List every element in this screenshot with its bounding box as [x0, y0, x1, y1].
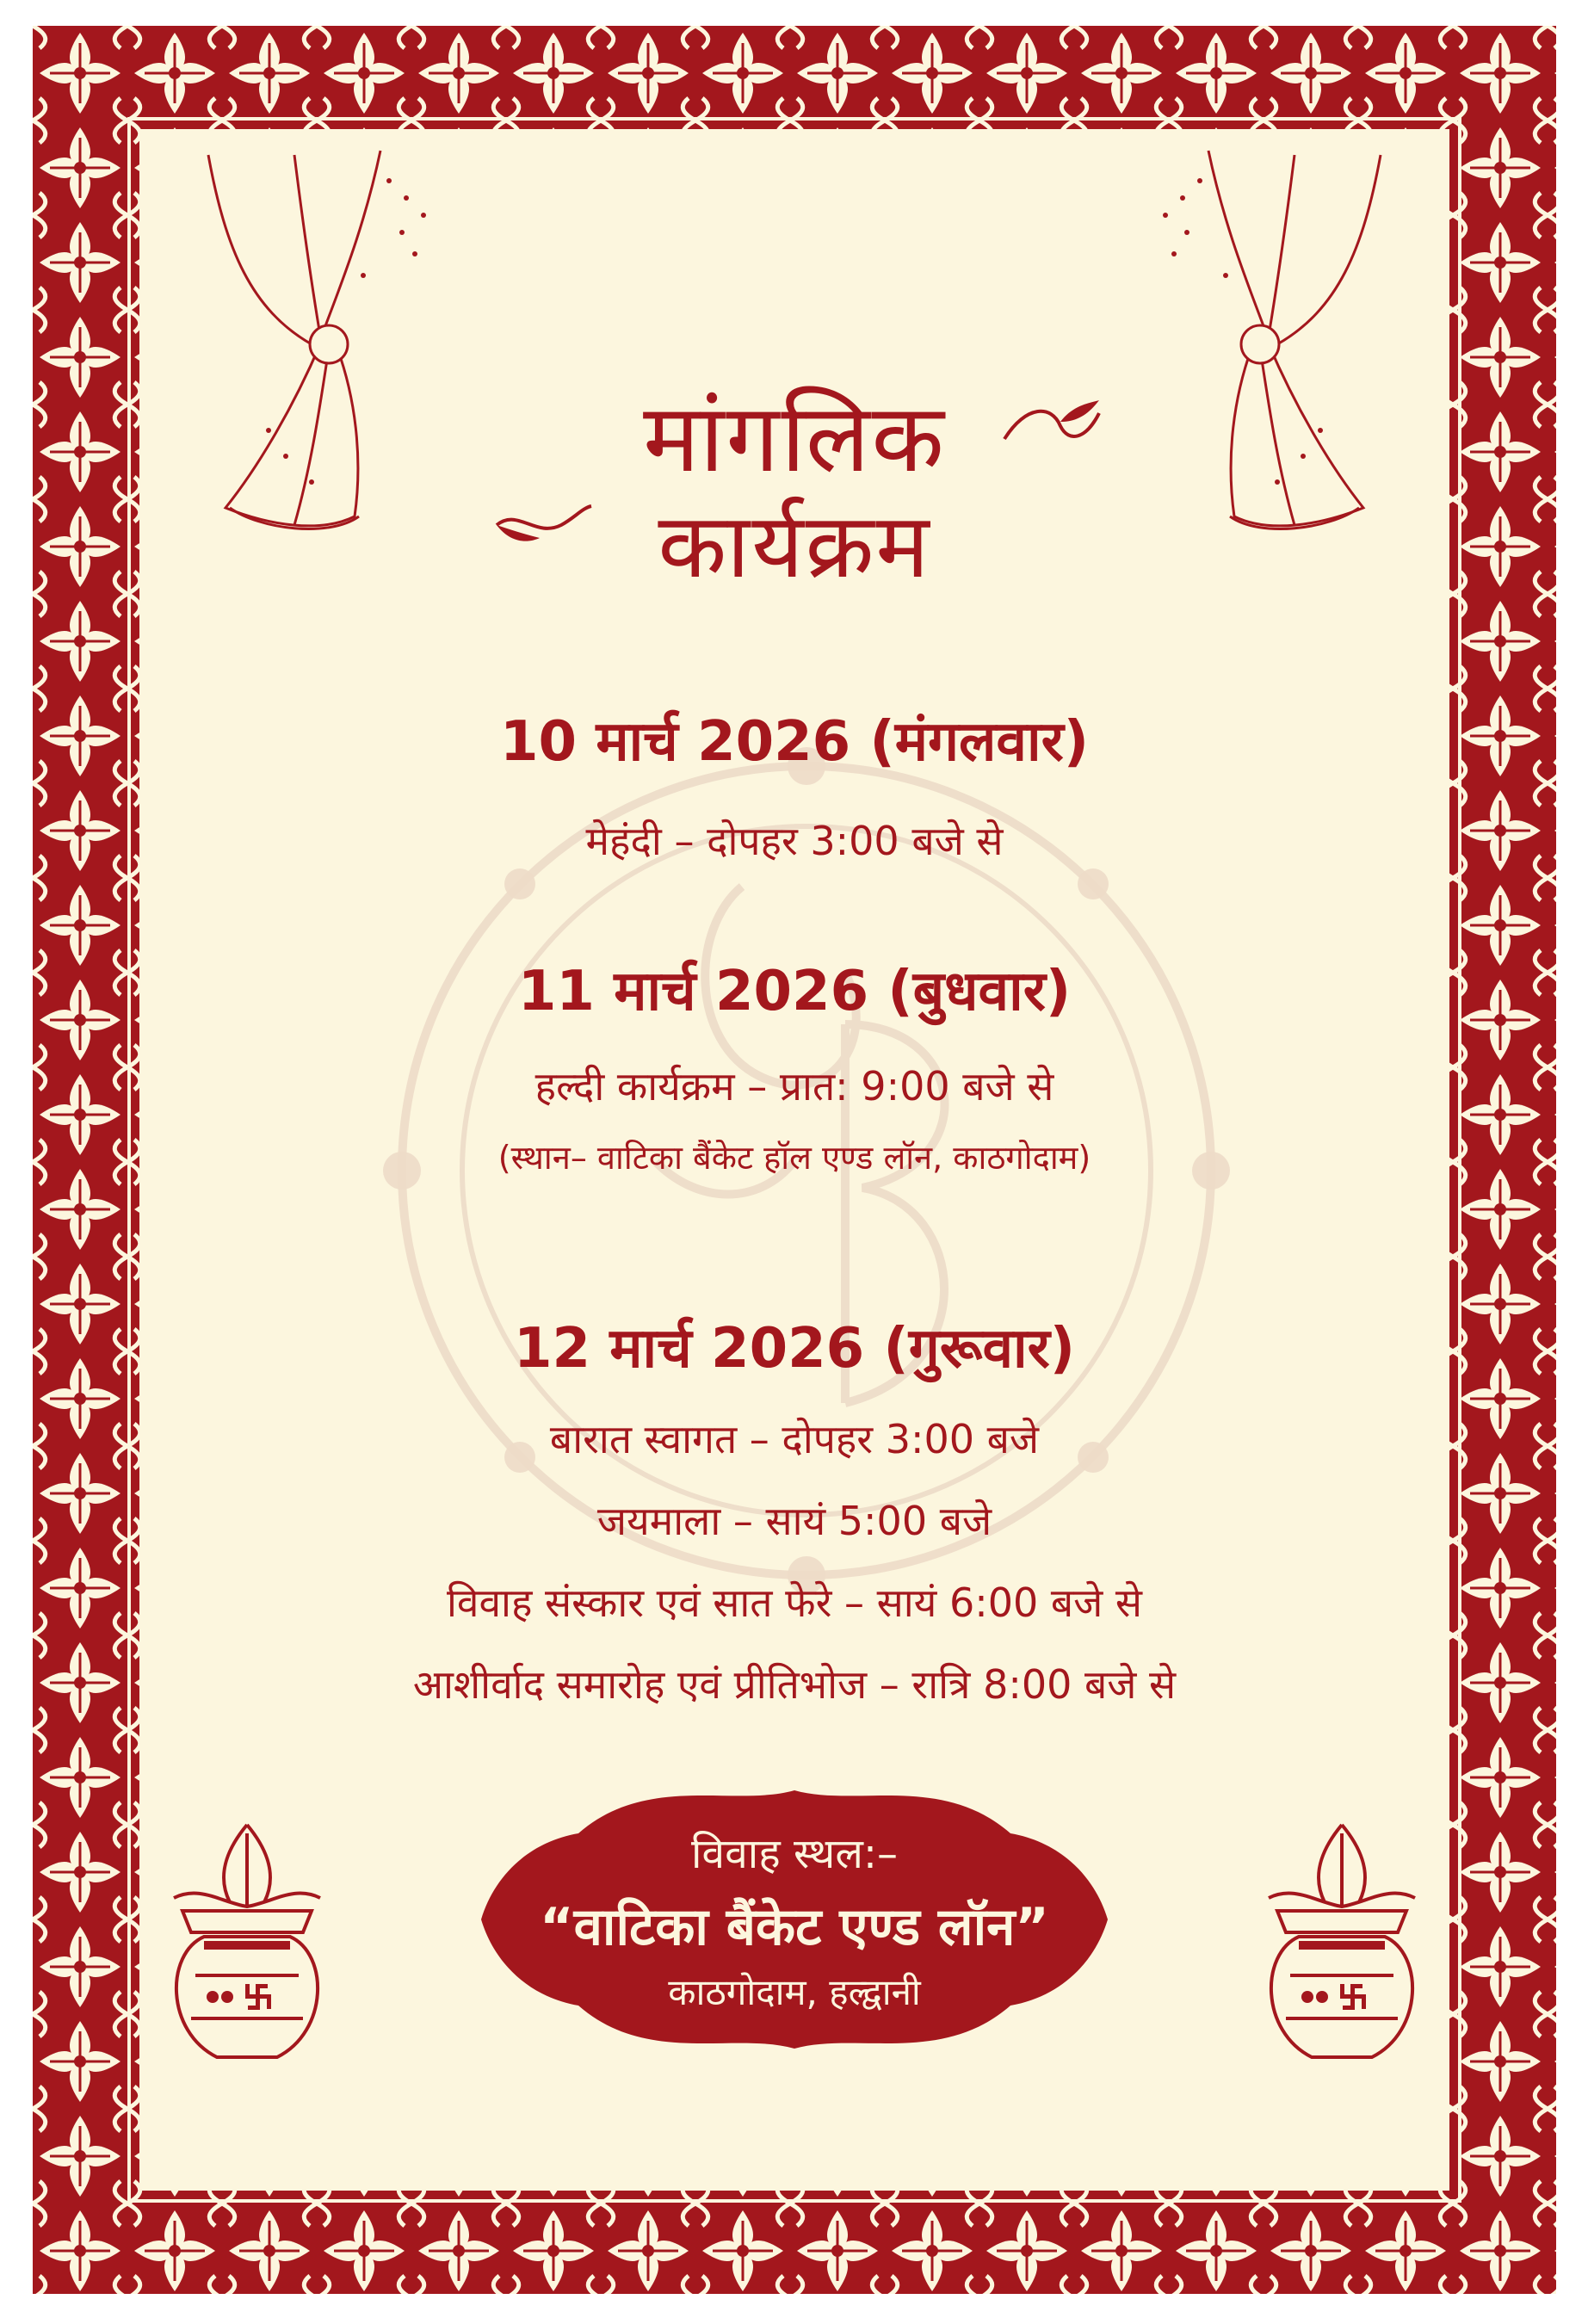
- event-item-3-4: आशीर्वाद समारोह एवं प्रीतिभोज – रात्रि 8:00 बजे से: [412, 1661, 1177, 1708]
- event-item-1-1: मेहंदी – दोपहर 3:00 बजे से: [585, 818, 1004, 864]
- event-note-2: (स्थान– वाटिका बैंकेट हॉल एण्ड लॉन, काठगोदाम): [497, 1139, 1091, 1177]
- event-date-3: 12 मार्च 2026 (गुरूवार): [513, 1317, 1076, 1381]
- event-date-1: 10 मार्च 2026 (मंगलवार): [499, 710, 1090, 774]
- event-item-3-2: जयमाला – सायं 5:00 बजे: [596, 1498, 992, 1544]
- event-item-3-3: विवाह संस्कार एवं सात फेरे – सायं 6:00 बजे से: [446, 1579, 1143, 1626]
- event-date-2: 11 मार्च 2026 (बुधवार): [517, 960, 1072, 1023]
- title-line-2: कार्यक्रम: [658, 493, 931, 598]
- venue-box: [475, 1782, 1114, 2057]
- invitation-card: [33, 26, 1556, 2294]
- venue-heading: विवाह स्थल:–: [690, 1830, 899, 1878]
- kalash-swastika-left-icon: [157, 1816, 337, 2074]
- event-item-3-1: बारात स्वागत – दोपहर 3:00 बजे: [549, 1416, 1040, 1462]
- venue-location: काठगोदाम, हल्द्वानी: [668, 1971, 921, 2013]
- title-line-1: मांगलिक: [643, 383, 946, 493]
- kalash-swastika-right-icon: [1251, 1816, 1432, 2074]
- leaf-swirl-icon: [1000, 396, 1103, 456]
- content-panel: [139, 129, 1449, 2191]
- event-item-2-1: हल्दी कार्यक्रम – प्रात: 9:00 बजे से: [534, 1063, 1054, 1109]
- venue-name: “वाटिका बैंकेट एण्ड लॉन”: [540, 1897, 1049, 1957]
- leaf-swirl-icon-2: [492, 499, 596, 551]
